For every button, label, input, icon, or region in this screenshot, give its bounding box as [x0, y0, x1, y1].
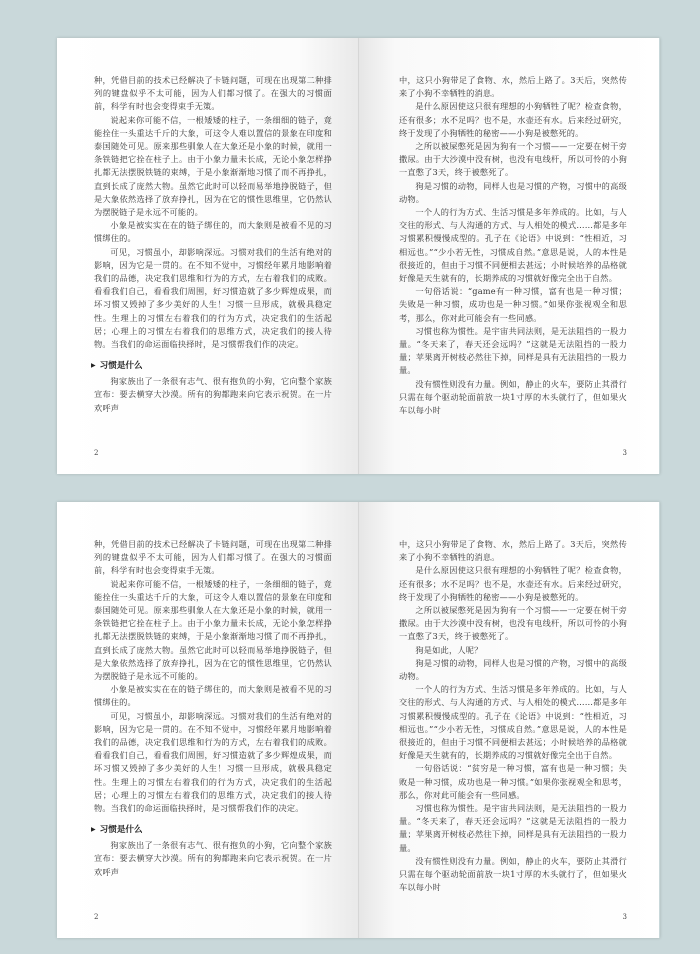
paragraph: 可见，习惯虽小，却影响深远。习惯对我们的生活有绝对的影响，因为它是一贯的。在不知不觉中，习惯经年累月地影响着我们的品德，决定我们思维和行为的方式，左右着我们的成败。看看我们自己，看看我们周围，好习惯造就了多少辉煌成果，而坏习惯又毁掉了多少美好的人生！习惯一旦形成，就极具稳定性。生理上的习惯左右着我们的行为方式，决定我们的生活起居；心理上的习惯左右着我们的思维方式，决定我们的接人待物。当我们的命运面临抉择时，是习惯帮我们作的决定。 [94, 710, 332, 814]
section-heading-text: 习惯是什么 [99, 825, 143, 836]
page-number: 2 [94, 913, 99, 921]
page-number: 3 [622, 913, 627, 921]
book-spread-top [57, 38, 660, 474]
paragraph: 一个人的行为方式、生活习惯是多年养成的。比如，与人交往的形式、与人沟通的方式、与人相处的模式……都是多年习惯累积慢慢成型的。孔子在《论语》中说到：“性相近，习相远也。”“少小若无性，习惯成自然。”意思是说，人的本性是很接近的，但由于习惯不同便相去甚远；小时候培养的品格就好像是天生就有的，长期养成的习惯就好像完全出于自然。 [399, 684, 627, 761]
paragraph: 狗家族出了一条很有志气、很有抱负的小狗，它向整个家族宣布：要去横穿大沙漠。所有的狗都跑来向它表示祝贺。在一片欢呼声 [94, 840, 332, 877]
triangle-bullet-icon: ▶ [91, 361, 96, 369]
paragraph: 一个人的行为方式、生活习惯是多年养成的。比如，与人交往的形式、与人沟通的方式、与人相处的模式……都是多年习惯累积慢慢成型的。孔子在《论语》中说到：“性相近，习相远也。”“少小若无性，习惯成自然。”意思是说，人的本性是很接近的，但由于习惯不同便相去甚远；小时候培养的品格就好像是天生就有的，长期养成的习惯就好像完全出于自然。 [399, 207, 627, 284]
paragraph: 小象是被实实在在的链子绑住的，而大象则是被看不见的习惯绑住的。 [94, 220, 332, 244]
left-page [57, 502, 358, 938]
paragraph: 说起来你可能不信，一根矮矮的柱子，一条细细的链子，竟能拴住一头重达千斤的大象，可这令人难以置信的景象在印度和泰国随处可见。原来那些驯象人在大象还是小象的时候，就用一条铁链把它拴在柱子上。由于小象力量未长成，无论小象怎样挣扎都无法摆脱铁链的束缚，于是小象渐渐地习惯了而不再挣扎，直到长成了庞然大物。虽然它此时可以轻而易举地挣脱链子，但是大象依然选择了放弃挣扎，因为在它的惯性思维里，它仍然认为摆脱链子是永远不可能的。 [94, 578, 332, 682]
page-number: 2 [94, 449, 99, 457]
paragraph: 说起来你可能不信，一根矮矮的柱子，一条细细的链子，竟能拴住一头重达千斤的大象，可这令人难以置信的景象在印度和泰国随处可见。原来那些驯象人在大象还是小象的时候，就用一条铁链把它拴在柱子上。由于小象力量未长成，无论小象怎样挣扎都无法摆脱铁链的束缚，于是小象渐渐地习惯了而不再挣扎，直到长成了庞然大物。虽然它此时可以轻而易举地挣脱链子，但是大象依然选择了放弃挣扎，因为在它的惯性思维里，它仍然认为摆脱链子是永远不可能的。 [94, 114, 332, 218]
paragraph: 是什么原因使这只很有理想的小狗牺牲了呢？检查食物，还有很多；水不足吗？也不是，水壶还有水。后来经过研究，终于发现了小狗牺牲的秘密——小狗是被憋死的。 [399, 101, 627, 138]
paragraph: 种，凭借目前的技术已经解决了卡链问题，可现在出现第二种排列的键盘似乎不太可能，因为人们都习惯了。在强大的习惯面前，科学有时也会变得束手无策。 [94, 75, 332, 112]
triangle-bullet-icon: ▶ [91, 825, 96, 833]
paragraph: 习惯也称为惯性。是宇宙共同法则，是无法阻挡的一股力量。“冬天来了，春天还会远吗？”这就是无法阻挡的一股力量；苹果离开树枝必然往下掉，同样是具有无法阻挡的一股力量。 [399, 803, 627, 853]
paragraph: 之所以被屎憋死是因为狗有一个习惯——一定要在树干旁撒尿。由于大沙漠中没有树，也没有电线杆，所以可怜的小狗一直憋了3天，终于被憋死了。 [399, 141, 627, 178]
right-page [358, 38, 659, 474]
paragraph: 是什么原因使这只很有理想的小狗牺牲了呢？检查食物，还有很多；水不足吗？也不是，水壶还有水。后来经过研究，终于发现了小狗牺牲的秘密——小狗是被憋死的。 [399, 565, 627, 602]
paragraph: 狗是如此，人呢？ [415, 644, 483, 655]
paragraph: 种，凭借目前的技术已经解决了卡链问题，可现在出现第二种排列的键盘似乎不太可能，因为人们都习惯了。在强大的习惯面前，科学有时也会变得束手无策。 [94, 539, 332, 576]
paragraph: 狗是习惯的动物，同样人也是习惯的产物，习惯中的高级动物。 [399, 657, 627, 682]
section-heading [91, 823, 332, 835]
section-heading-text: 习惯是什么 [99, 361, 143, 372]
paragraph: 一句俗话说：“game有一种习惯，富有也是一种习惯；失败是一种习惯，成功也是一种习惯。”如果你张视观全和思考，那么，你对此可能会有一些同感。 [399, 286, 627, 323]
section-heading [91, 359, 332, 371]
paragraph: 没有惯性则没有力量。例如，静止的火车，要防止其滑行只需在每个驱动轮面前放一块1寸厚的木头就行了，但如果火车以每小时 [399, 855, 627, 893]
paragraph: 一句俗话说：“贫穷是一种习惯，富有也是一种习惯；失败是一种习惯，成功也是一种习惯。”如果你张视观全和思考，那么，你对此可能会有一些同感。 [399, 763, 627, 800]
paragraph: 之所以被屎憋死是因为狗有一个习惯——一定要在树干旁撒尿。由于大沙漠中没有树，也没有电线杆，所以可怜的小狗一直憋了3天，终于被憋死了。 [399, 605, 627, 642]
paragraph: 中，这只小狗带足了食物、水，然后上路了。3天后，突然传来了小狗不幸牺牲的消息。 [399, 75, 627, 99]
paragraph: 狗家族出了一条很有志气、很有抱负的小狗，它向整个家族宣布：要去横穿大沙漠。所有的狗都跑来向它表示祝贺。在一片欢呼声 [94, 376, 332, 413]
right-page [358, 502, 659, 938]
paragraph: 中，这只小狗带足了食物、水，然后上路了。3天后，突然传来了小狗不幸牺牲的消息。 [399, 539, 627, 563]
left-page [57, 38, 358, 474]
paragraph: 小象是被实实在在的链子绑住的，而大象则是被看不见的习惯绑住的。 [94, 684, 332, 708]
book-spread-bottom [57, 502, 660, 938]
page-number: 3 [622, 449, 627, 457]
paragraph: 可见，习惯虽小，却影响深远。习惯对我们的生活有绝对的影响，因为它是一贯的。在不知不觉中，习惯经年累月地影响着我们的品德，决定我们思维和行为的方式，左右着我们的成败。看看我们自己，看看我们周围，好习惯造就了多少辉煌成果，而坏习惯又毁掉了多少美好的人生！习惯一旦形成，就极具稳定性。生理上的习惯左右着我们的行为方式，决定我们的生活起居；心理上的习惯左右着我们的思维方式，决定我们的接人待物。当我们的命运面临抉择时，是习惯帮我们作的决定。 [94, 246, 332, 350]
paragraph: 没有惯性则没有力量。例如，静止的火车，要防止其滑行只需在每个驱动轮面前放一块1寸厚的木头就行了，但如果火车以每小时 [399, 378, 627, 416]
paragraph: 狗是习惯的动物，同样人也是习惯的产物，习惯中的高级动物。 [399, 180, 627, 204]
paragraph: 习惯也称为惯性。是宇宙共同法则，是无法阻挡的一股力量。“冬天来了，春天还会远吗？”这就是无法阻挡的一股力量；苹果离开树枝必然往下掉，同样是具有无法阻挡的一股力量。 [399, 325, 627, 376]
